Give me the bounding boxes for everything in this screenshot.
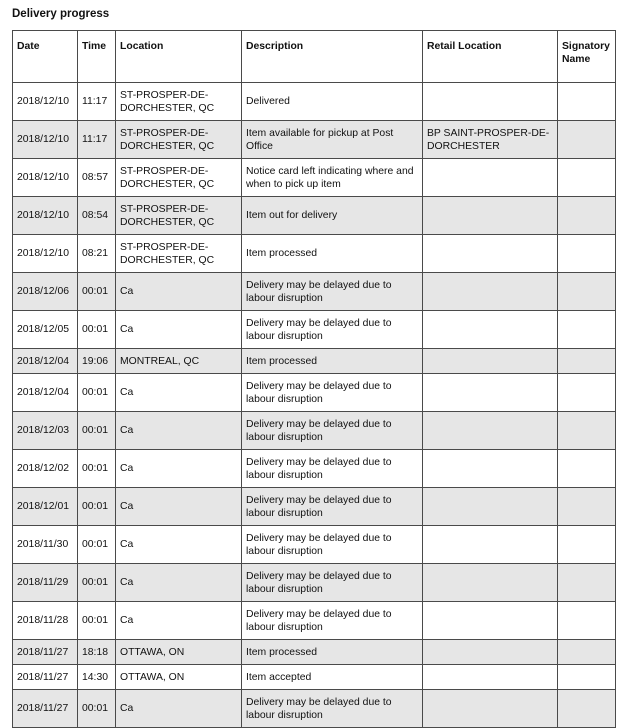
cell-time: 00:01 [78,412,116,450]
cell-signatory-name [558,665,616,690]
table-row [13,488,616,526]
cell-retail-location [423,349,558,374]
cell-description: Delivery may be delayed due to labour disruption [242,526,423,564]
column-header-description: Description [242,31,423,83]
table-row [13,640,616,665]
cell-signatory-name [558,349,616,374]
cell-signatory-name [558,564,616,602]
cell-date: 2018/11/27 [13,640,78,665]
cell-retail-location: BP SAINT-PROSPER-DE-DORCHESTER [423,121,558,159]
cell-date: 2018/12/10 [13,83,78,121]
cell-date: 2018/12/04 [13,349,78,374]
table-row [13,526,616,564]
cell-location: ST-PROSPER-DE-DORCHESTER, QC [116,197,242,235]
column-header-time: Time [78,31,116,83]
cell-time: 00:01 [78,488,116,526]
cell-description: Item processed [242,640,423,665]
cell-time: 00:01 [78,273,116,311]
cell-location: ST-PROSPER-DE-DORCHESTER, QC [116,83,242,121]
cell-time: 14:30 [78,665,116,690]
cell-description: Item processed [242,349,423,374]
cell-retail-location [423,488,558,526]
cell-description: Delivery may be delayed due to labour disruption [242,602,423,640]
cell-description: Item accepted [242,665,423,690]
column-header-date: Date [13,31,78,83]
table-row [13,349,616,374]
cell-date: 2018/12/01 [13,488,78,526]
cell-date: 2018/12/10 [13,235,78,273]
cell-date: 2018/12/06 [13,273,78,311]
column-header-location: Location [116,31,242,83]
cell-description: Item processed [242,235,423,273]
cell-retail-location [423,640,558,665]
cell-description: Delivery may be delayed due to labour disruption [242,311,423,349]
cell-signatory-name [558,690,616,728]
table-row [13,159,616,197]
column-header-signatory-name: Signatory Name [558,31,616,83]
cell-location: Ca [116,690,242,728]
table-row [13,412,616,450]
cell-signatory-name [558,374,616,412]
cell-time: 18:18 [78,640,116,665]
cell-location: ST-PROSPER-DE-DORCHESTER, QC [116,121,242,159]
cell-signatory-name [558,412,616,450]
cell-location: Ca [116,412,242,450]
cell-location: Ca [116,564,242,602]
cell-location: OTTAWA, ON [116,640,242,665]
cell-description: Delivery may be delayed due to labour disruption [242,488,423,526]
cell-description: Delivery may be delayed due to labour disruption [242,273,423,311]
cell-description: Delivery may be delayed due to labour disruption [242,412,423,450]
cell-retail-location [423,159,558,197]
cell-time: 00:01 [78,602,116,640]
column-header-retail-location: Retail Location [423,31,558,83]
cell-signatory-name [558,602,616,640]
cell-description: Delivery may be delayed due to labour disruption [242,450,423,488]
cell-retail-location [423,690,558,728]
cell-date: 2018/12/10 [13,197,78,235]
cell-time: 00:01 [78,526,116,564]
cell-time: 19:06 [78,349,116,374]
cell-retail-location [423,665,558,690]
delivery-progress-table [12,30,616,728]
cell-date: 2018/12/04 [13,374,78,412]
cell-description: Delivery may be delayed due to labour disruption [242,374,423,412]
cell-time: 00:01 [78,374,116,412]
table-row [13,197,616,235]
cell-location: Ca [116,374,242,412]
cell-signatory-name [558,197,616,235]
cell-signatory-name [558,488,616,526]
cell-retail-location [423,602,558,640]
cell-date: 2018/11/27 [13,690,78,728]
cell-location: ST-PROSPER-DE-DORCHESTER, QC [116,235,242,273]
cell-date: 2018/11/30 [13,526,78,564]
cell-signatory-name [558,235,616,273]
cell-signatory-name [558,526,616,564]
cell-date: 2018/12/03 [13,412,78,450]
cell-retail-location [423,450,558,488]
cell-signatory-name [558,121,616,159]
cell-description: Item available for pickup at Post Office [242,121,423,159]
page-title: Delivery progress [12,8,110,20]
cell-time: 00:01 [78,450,116,488]
cell-signatory-name [558,450,616,488]
table-row [13,311,616,349]
cell-time: 08:21 [78,235,116,273]
table-header [13,31,616,83]
cell-retail-location [423,235,558,273]
cell-time: 11:17 [78,83,116,121]
table-row [13,602,616,640]
table-row [13,564,616,602]
cell-retail-location [423,273,558,311]
table-row [13,374,616,412]
cell-retail-location [423,374,558,412]
table-row [13,121,616,159]
cell-retail-location [423,83,558,121]
cell-location: ST-PROSPER-DE-DORCHESTER, QC [116,159,242,197]
cell-retail-location [423,197,558,235]
cell-date: 2018/12/10 [13,159,78,197]
cell-location: Ca [116,273,242,311]
cell-retail-location [423,311,558,349]
cell-time: 08:57 [78,159,116,197]
table-row [13,83,616,121]
cell-location: Ca [116,526,242,564]
cell-signatory-name [558,640,616,665]
cell-signatory-name [558,311,616,349]
table-row [13,450,616,488]
cell-location: Ca [116,311,242,349]
cell-date: 2018/12/10 [13,121,78,159]
cell-signatory-name [558,83,616,121]
cell-signatory-name [558,159,616,197]
cell-description: Delivery may be delayed due to labour disruption [242,690,423,728]
cell-date: 2018/12/02 [13,450,78,488]
table-row [13,273,616,311]
cell-time: 11:17 [78,121,116,159]
cell-location: OTTAWA, ON [116,665,242,690]
cell-description: Notice card left indicating where and when to pick up item [242,159,423,197]
cell-location: MONTREAL, QC [116,349,242,374]
cell-signatory-name [558,273,616,311]
table-row [13,665,616,690]
cell-date: 2018/12/05 [13,311,78,349]
cell-location: Ca [116,450,242,488]
cell-time: 00:01 [78,564,116,602]
table-row [13,235,616,273]
cell-description: Item out for delivery [242,197,423,235]
cell-date: 2018/11/29 [13,564,78,602]
cell-retail-location [423,412,558,450]
cell-time: 00:01 [78,311,116,349]
cell-time: 08:54 [78,197,116,235]
cell-description: Delivered [242,83,423,121]
cell-description: Delivery may be delayed due to labour disruption [242,564,423,602]
cell-time: 00:01 [78,690,116,728]
table-body [13,83,616,728]
table-row [13,690,616,728]
cell-location: Ca [116,602,242,640]
cell-retail-location [423,564,558,602]
cell-date: 2018/11/27 [13,665,78,690]
cell-location: Ca [116,488,242,526]
cell-retail-location [423,526,558,564]
cell-date: 2018/11/28 [13,602,78,640]
